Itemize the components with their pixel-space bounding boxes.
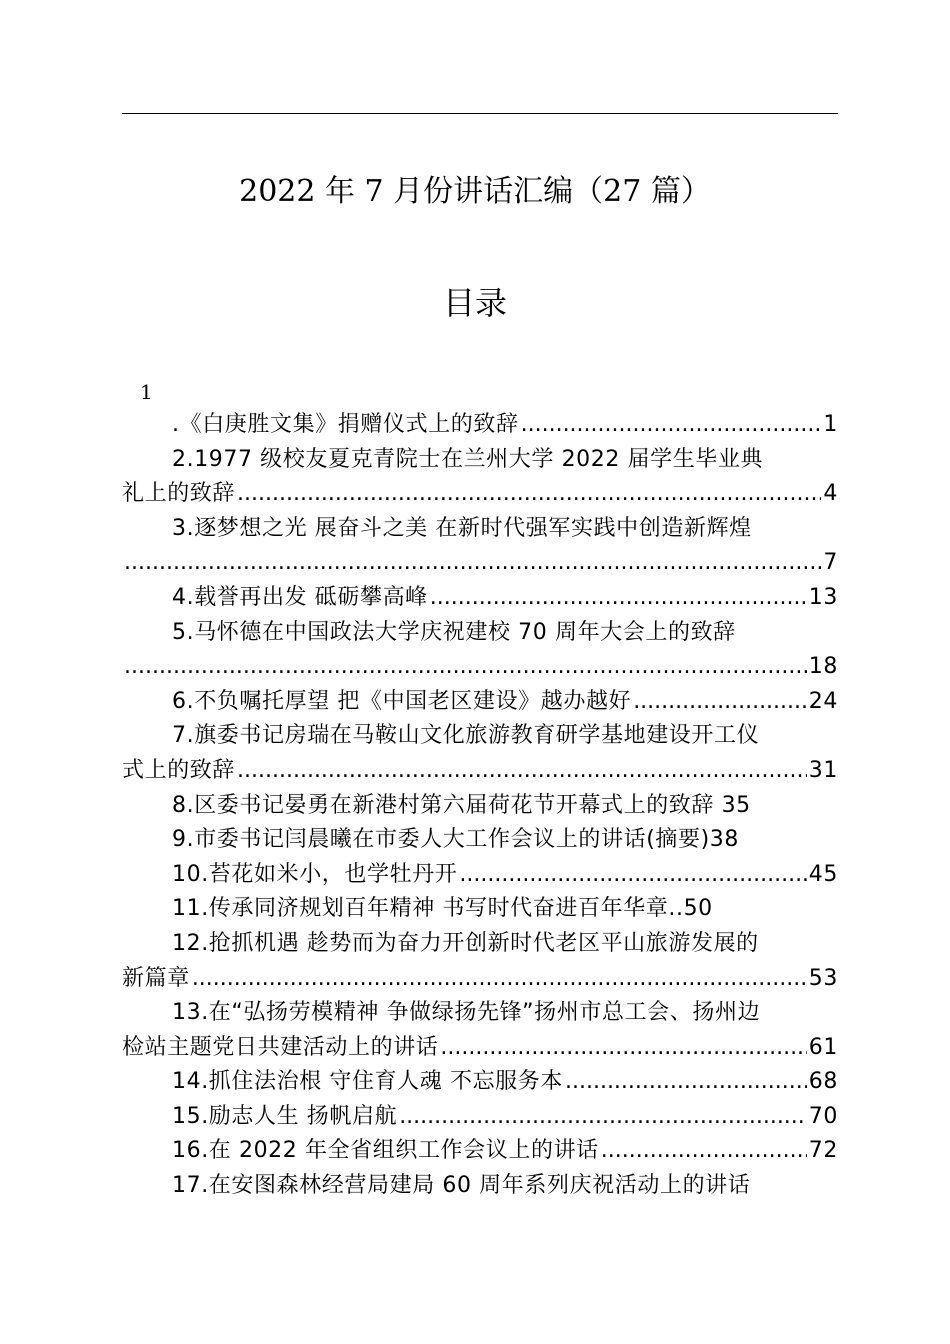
page-number: 1 (823, 412, 838, 437)
toc-entry-text: 9.市委书记闫晨曦在市委人大工作会议上的讲话(摘要)38 (172, 827, 739, 853)
toc-entry-line[interactable] (122, 1065, 838, 1100)
toc-entry-text: 14.抓住法治根 守住育人魂 不忘服务本 (172, 1069, 563, 1095)
toc-entry-line[interactable] (122, 1169, 838, 1204)
toc-entry-line[interactable] (122, 1031, 838, 1066)
toc-entry-text: 17.在安图森林经营局建局 60 周年系列庆祝活动上的讲话 (172, 1173, 751, 1199)
page-number: 45 (808, 861, 838, 887)
toc-entry-text: 4.载誉再出发 砥砺攀高峰 (172, 584, 428, 610)
toc-entry-line[interactable] (122, 581, 838, 616)
toc-entry-text: 12.抢抓机遇 趁势而为奋力开创新时代老区平山旅游发展的 (172, 930, 759, 956)
page-number: 31 (808, 757, 838, 783)
toc-entry-text: 礼上的致辞 (122, 481, 236, 507)
dot-leader (192, 962, 807, 997)
toc-entry-text: 检站主题党日共建活动上的讲话 (122, 1034, 439, 1060)
dot-leader (633, 685, 807, 720)
toc-entry-text: 式上的致辞 (122, 757, 236, 783)
toc-entry-text: 新篇章 (122, 965, 190, 991)
toc-entry-text: 13.在“弘扬劳模精神 争做绿扬先锋”扬州市总工会、扬州边 (172, 1000, 761, 1026)
dot-leader (601, 1134, 807, 1169)
dot-leader (124, 546, 821, 581)
toc-entry-text: 16.在 2022 年全省组织工作会议上的讲话 (172, 1138, 599, 1164)
dot-leader (124, 650, 807, 685)
toc-entry-text: .《白庚胜文集》捐赠仪式上的致辞 (172, 412, 519, 437)
dot-leader (440, 1031, 806, 1066)
document-title: 2022 年 7 月份讲话汇编（27 篇） (239, 174, 711, 209)
page-number: 61 (808, 1034, 838, 1060)
page-number: 13 (808, 584, 838, 610)
page-number: 53 (808, 965, 838, 991)
toc-entry-line[interactable] (122, 996, 838, 1031)
toc-entry-text: 6.不负嘱托厚望 把《中国老区建设》越办越好 (172, 688, 632, 714)
page-number: 18 (808, 654, 838, 680)
toc-entry-line[interactable] (122, 685, 838, 720)
toc-entry-text: 7.旗委书记房瑞在马鞍山文化旅游教育研学基地建设开工仪 (172, 723, 760, 749)
dot-leader (399, 1100, 807, 1135)
toc-entry-text: 5.马怀德在中国政法大学庆祝建校 70 周年大会上的致辞 (172, 619, 736, 645)
toc-entry-line[interactable] (122, 443, 838, 478)
dot-leader (459, 858, 806, 893)
toc-entry-text: 8.区委书记晏勇在新港村第六届荷花节开幕式上的致辞 35 (172, 792, 751, 818)
toc-entry-line[interactable] (122, 754, 838, 789)
dot-leader (565, 1065, 807, 1100)
toc-entry-line[interactable] (122, 1134, 838, 1169)
page-number: 70 (808, 1103, 838, 1129)
stray-number: 1 (140, 380, 153, 404)
toc-entry-text: 3.逐梦想之光 展奋斗之美 在新时代强军实践中创造新辉煌 (172, 515, 752, 541)
dot-leader (237, 477, 821, 512)
page-number: 68 (808, 1069, 838, 1095)
page-number: 72 (808, 1138, 838, 1164)
page-number: 7 (823, 550, 838, 576)
toc-entry-text: 11.传承同济规划百年精神 书写时代奋进百年华章..50 (172, 896, 713, 922)
table-of-contents (122, 408, 838, 1204)
toc-entry-line[interactable] (122, 789, 838, 824)
toc-entry-line[interactable] (122, 408, 838, 443)
toc-entry-line[interactable] (122, 546, 838, 581)
toc-entry-text: 15.励志人生 扬帆启航 (172, 1103, 398, 1129)
toc-entry-line[interactable] (122, 650, 838, 685)
dot-leader (430, 581, 807, 616)
toc-entry-line[interactable] (122, 477, 838, 512)
toc-heading: 目录 (442, 284, 507, 322)
toc-entry-line[interactable] (122, 1100, 838, 1135)
toc-entry-line[interactable] (122, 512, 838, 547)
toc-entry-line[interactable] (122, 927, 838, 962)
toc-entry-text: 10.苔花如米小，也学牡丹开 (172, 861, 458, 887)
page-number: 24 (808, 688, 838, 714)
toc-entry-line[interactable] (122, 962, 838, 997)
toc-entry-line[interactable] (122, 858, 838, 893)
dot-leader (237, 754, 807, 789)
toc-entry-text: 2.1977 级校友夏克青院士在兰州大学 2022 届学生毕业典 (172, 446, 764, 472)
toc-entry-line[interactable] (122, 823, 838, 858)
toc-entry-line[interactable] (122, 616, 838, 651)
page-number: 4 (823, 481, 838, 507)
toc-entry-line[interactable] (122, 719, 838, 754)
toc-entry-line[interactable] (122, 892, 838, 927)
header-rule (122, 113, 838, 114)
dot-leader (521, 408, 822, 443)
